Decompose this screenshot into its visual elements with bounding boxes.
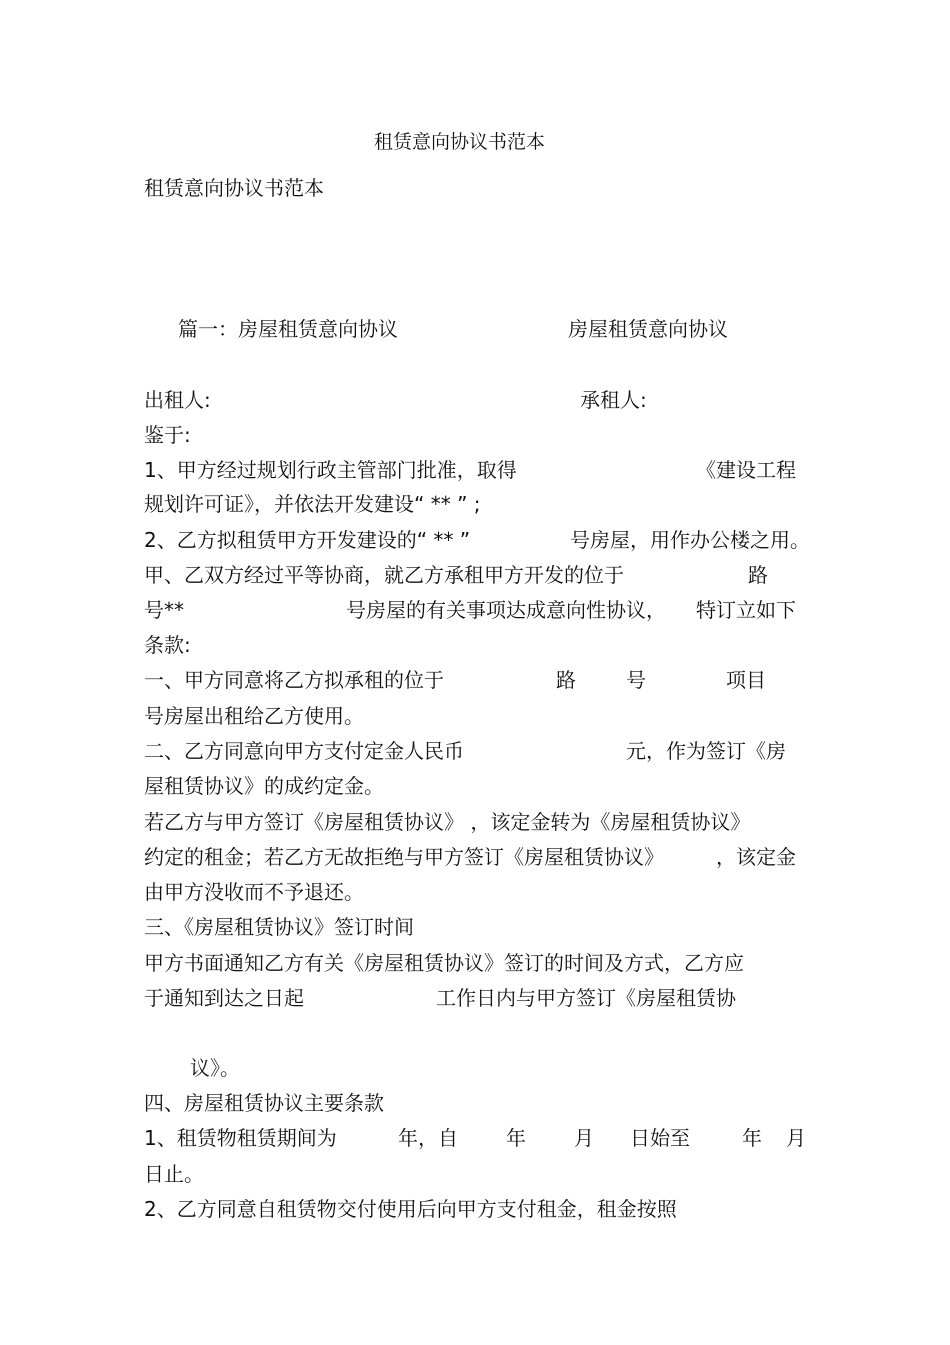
clause-2-part-d: 若乙方与甲方签订《房屋租赁协议》 ，该定金转为《房屋租赁协议》 — [144, 810, 751, 834]
clause-4-1-part-g: 月 — [786, 1126, 806, 1150]
clause-1-part-e: 号房屋出租给乙方使用。 — [144, 704, 364, 728]
paragraph-1-part-a: 1、甲方经过规划行政主管部门批准，取得 — [144, 458, 517, 482]
clause-2-part-b: 元，作为签订《房 — [626, 739, 786, 763]
lessee-label: 承租人: — [580, 388, 647, 412]
clause-3-part-a: 甲方书面通知乙方有关《房屋租赁协议》签订的时间及方式，乙方应 — [144, 951, 744, 975]
clause-4-1-part-h: 日止。 — [144, 1162, 204, 1186]
clause-3-title: 三、《房屋租赁协议》签订时间 — [144, 915, 414, 939]
paragraph-3-part-d: 号房屋的有关事项达成意向性协议， — [346, 598, 666, 622]
paragraph-1-part-b: 《建设工程 — [696, 458, 796, 482]
paragraph-3-part-e: 特订立如下 — [696, 598, 796, 622]
clause-2-part-c: 屋租赁协议》的成约定金。 — [144, 774, 384, 798]
paragraph-1-part-c: 规划许可证》，并依法开发建设“ ** ” ; — [144, 492, 481, 516]
subtitle: 租赁意向协议书范本 — [144, 176, 324, 200]
clause-4-1-part-a: 1、租赁物租赁期间为 — [144, 1126, 337, 1150]
paragraph-3-part-f: 条款: — [144, 633, 191, 657]
clause-2-part-g: 由甲方没收而不予退还。 — [144, 880, 364, 904]
whereas-label: 鉴于: — [144, 423, 191, 447]
clause-4-1-part-f: 年 — [742, 1126, 762, 1150]
clause-1-part-c: 号 — [626, 668, 646, 692]
clause-4-1-part-d: 月 — [574, 1126, 594, 1150]
paragraph-2-part-b: 号房屋，用作办公楼之用。 — [570, 528, 810, 552]
section-heading-right: 房屋租赁意向协议 — [568, 317, 728, 341]
clause-4-title: 四、房屋租赁协议主要条款 — [144, 1091, 384, 1115]
clause-2-part-e: 约定的租金；若乙方无故拒绝与甲方签订《房屋租赁协议》 — [144, 845, 664, 869]
paragraph-2-part-a: 2、乙方拟租赁甲方开发建设的“ ** ” — [144, 528, 471, 552]
clause-1-part-d: 项目 — [726, 668, 766, 692]
clause-1-part-b: 路 — [556, 668, 576, 692]
clause-4-1-part-b: 年，自 — [398, 1126, 458, 1150]
clause-2-part-a: 二、乙方同意向甲方支付定金人民币 — [144, 739, 464, 763]
paragraph-3-part-b: 路 — [748, 563, 768, 587]
clause-3-part-c: 工作日内与甲方签订《房屋租赁协 — [436, 986, 736, 1010]
clause-4-1-part-c: 年 — [506, 1126, 526, 1150]
section-heading-left: 篇一：房屋租赁意向协议 — [178, 317, 398, 341]
clause-2-part-f: ，该定金 — [716, 845, 796, 869]
clause-4-2: 2、乙方同意自租赁物交付使用后向甲方支付租金，租金按照 — [144, 1197, 677, 1221]
clause-3-part-d: 议》。 — [190, 1056, 240, 1080]
header-title: 租赁意向协议书范本 — [374, 131, 546, 153]
clause-3-part-b: 于通知到达之日起 — [144, 986, 304, 1010]
lessor-label: 出租人: — [144, 388, 211, 412]
clause-4-1-part-e: 日始至 — [630, 1126, 690, 1150]
paragraph-3-part-a: 甲、乙双方经过平等协商，就乙方承租甲方开发的位于 — [144, 563, 624, 587]
paragraph-3-part-c: 号** — [144, 598, 184, 622]
clause-1-part-a: 一、甲方同意将乙方拟承租的位于 — [144, 668, 444, 692]
